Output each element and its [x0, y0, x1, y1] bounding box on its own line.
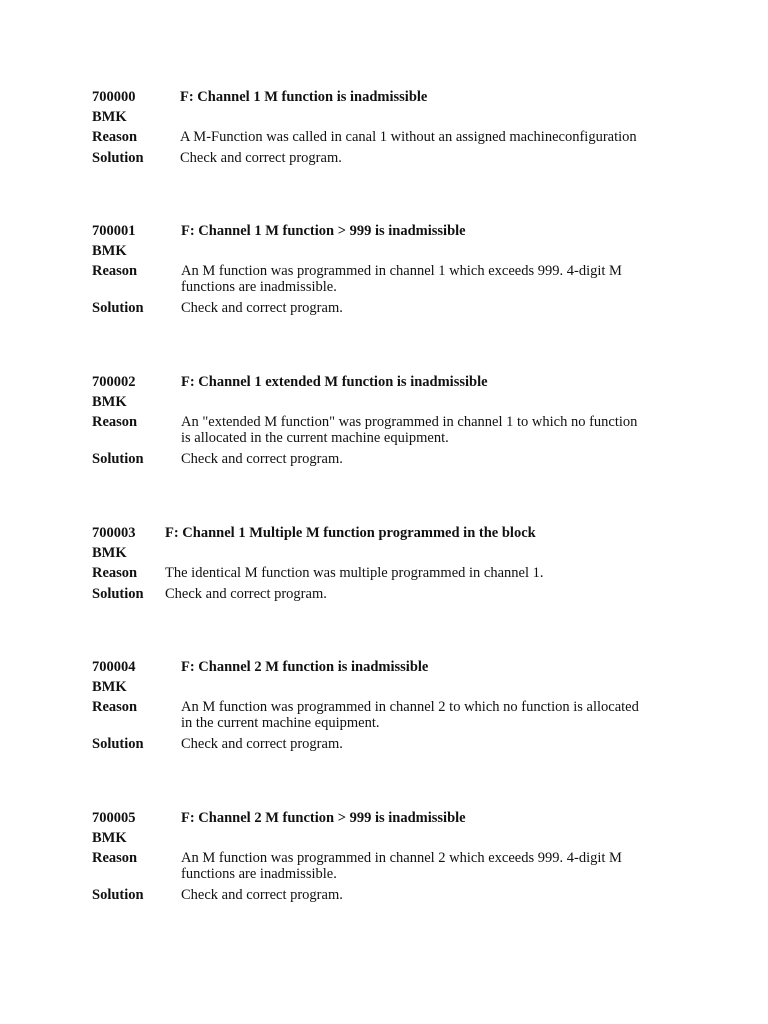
alarm-title: F: Channel 2 M function is inadmissible: [181, 659, 429, 675]
reason-text: The identical M function was multiple programmed in channel 1.: [165, 565, 544, 581]
reason-text-line-2: in the current machine equipment.: [181, 715, 380, 731]
alarm-title: F: Channel 1 M function is inadmissible: [180, 89, 428, 105]
alarm-code: 700004: [92, 659, 136, 675]
reason-row: [92, 129, 692, 150]
reason-text-line-1: An M function was programmed in channel 1 which exceeds 999. 4-digit M: [181, 263, 622, 279]
reason-text-line-1: An "extended M function" was programmed in channel 1 to which no function: [181, 414, 638, 430]
reason-label: Reason: [92, 129, 138, 145]
reason-row: [92, 565, 692, 586]
solution-label: Solution: [92, 736, 144, 752]
bmk-row: [92, 545, 692, 565]
solution-label: Solution: [92, 586, 144, 602]
solution-label: Solution: [92, 300, 144, 316]
reason-row: [92, 699, 692, 736]
alarm-code: 700001: [92, 223, 136, 239]
reason-row: [92, 850, 692, 887]
reason-row: [92, 263, 692, 300]
alarm-code: 700000: [92, 89, 136, 105]
bmk-row: [92, 679, 692, 699]
entry-header-row: [92, 659, 692, 679]
reason-label: Reason: [92, 263, 138, 279]
solution-row: [92, 451, 692, 471]
bmk-label: BMK: [92, 394, 127, 410]
alarm-title: F: Channel 1 M function > 999 is inadmissible: [181, 223, 466, 239]
reason-text-line-1: An M function was programmed in channel 2 which exceeds 999. 4-digit M: [181, 850, 622, 866]
solution-label: Solution: [92, 150, 144, 166]
reason-label: Reason: [92, 565, 138, 581]
reason-text-line-2: functions are inadmissible.: [181, 279, 337, 295]
entry-header-row: [92, 89, 692, 109]
alarm-code: 700003: [92, 525, 136, 541]
reason-label: Reason: [92, 414, 138, 430]
reason-text-line-2: is allocated in the current machine equipment.: [181, 430, 449, 446]
alarm-title: F: Channel 1 extended M function is inadmissible: [181, 374, 488, 390]
bmk-row: [92, 243, 692, 263]
solution-label: Solution: [92, 887, 144, 903]
alarm-code: 700005: [92, 810, 136, 826]
alarm-title: F: Channel 1 Multiple M function programmed in the block: [165, 525, 536, 541]
bmk-label: BMK: [92, 830, 127, 846]
entry-header-row: [92, 525, 692, 545]
bmk-label: BMK: [92, 545, 127, 561]
entry-header-row: [92, 810, 692, 830]
alarm-code: 700002: [92, 374, 136, 390]
solution-text: Check and correct program.: [180, 150, 342, 166]
reason-text-line-1: An M function was programmed in channel 2 to which no function is allocated: [181, 699, 639, 715]
bmk-row: [92, 394, 692, 414]
alarm-entry-700000: [92, 89, 692, 170]
reason-label: Reason: [92, 699, 138, 715]
solution-text: Check and correct program.: [181, 736, 343, 752]
reason-text-line-2: functions are inadmissible.: [181, 866, 337, 882]
reason-row: [92, 414, 692, 451]
entry-header-row: [92, 374, 692, 394]
alarm-entry-700002: [92, 374, 692, 471]
solution-text: Check and correct program.: [181, 451, 343, 467]
solution-row: [92, 887, 692, 907]
reason-text: A M-Function was called in canal 1 without an assigned machineconfiguration: [180, 129, 637, 145]
alarm-entry-700004: [92, 659, 692, 756]
reason-label: Reason: [92, 850, 138, 866]
entry-header-row: [92, 223, 692, 243]
bmk-label: BMK: [92, 243, 127, 259]
solution-row: [92, 586, 692, 606]
solution-row: [92, 300, 692, 320]
solution-row: [92, 736, 692, 756]
solution-text: Check and correct program.: [181, 300, 343, 316]
bmk-row: [92, 830, 692, 850]
bmk-label: BMK: [92, 109, 127, 125]
solution-label: Solution: [92, 451, 144, 467]
alarm-entry-700003: [92, 525, 692, 606]
alarm-title: F: Channel 2 M function > 999 is inadmissible: [181, 810, 466, 826]
bmk-row: [92, 109, 692, 129]
bmk-label: BMK: [92, 679, 127, 695]
alarm-entry-700001: [92, 223, 692, 320]
solution-row: [92, 150, 692, 170]
alarm-entry-700005: [92, 810, 692, 907]
solution-text: Check and correct program.: [181, 887, 343, 903]
solution-text: Check and correct program.: [165, 586, 327, 602]
